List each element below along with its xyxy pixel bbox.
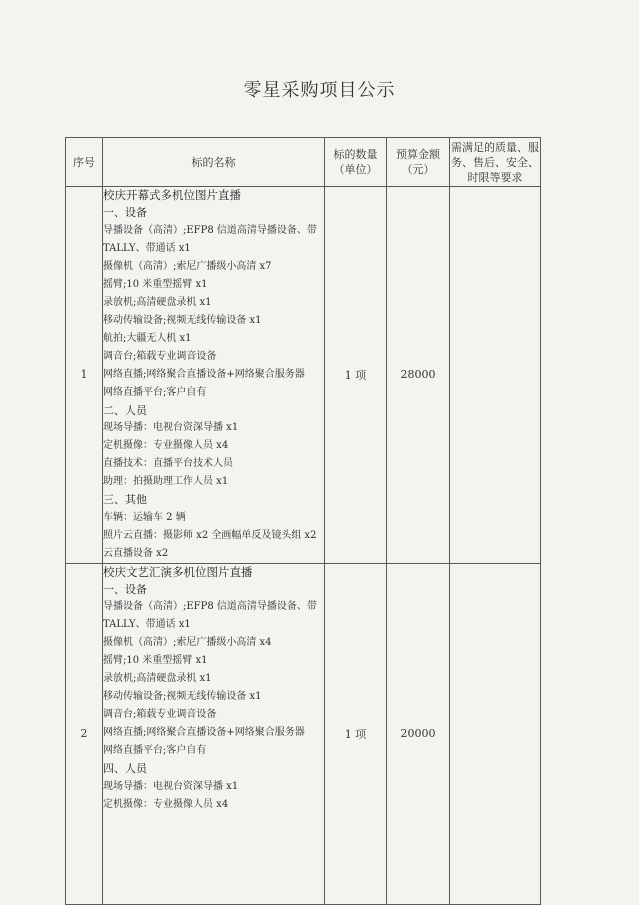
row-number: 1: [66, 187, 103, 564]
item-title: 校庆开幕式多机位图片直播: [103, 188, 241, 202]
spec-line: 照片云直播：摄影师 x2 全画幅单反及镜头组 x2 云直播设备 x2: [103, 529, 320, 559]
table-header-row: [66, 138, 541, 187]
spec-line: 移动传输设备;视频无线传输设备 x1: [103, 314, 262, 326]
header-name: 标的名称: [103, 138, 325, 187]
spec-line: 助理：拍摄助理工作人员 x1: [103, 476, 229, 487]
spec-line: 车辆：运输车 2 辆: [103, 511, 186, 523]
section-heading: 三、其他: [103, 493, 147, 506]
item-quantity: 1 项: [325, 187, 387, 564]
spec-line: 直播技术：直播平台技术人员: [103, 458, 233, 469]
page-title: 零星采购项目公示: [243, 80, 396, 101]
spec-line: 摇臂;10 米重型摇臂 x1: [103, 655, 208, 666]
spec-line: 摇臂;10 米重型摇臂 x1: [103, 278, 208, 290]
spec-line: 移动传输设备;视频无线传输设备 x1: [103, 691, 262, 702]
spec-line: 定机摄像：专业摄像人员 x4: [103, 440, 229, 451]
table-row: [66, 563, 541, 904]
spec-line: 现场导播：电视台资深导播 x1: [103, 422, 239, 433]
spec-line: 网络直播;网络聚合直播设备+网络聚合服务器: [103, 368, 305, 380]
spec-line: 录放机;高清硬盘录机 x1: [103, 673, 212, 684]
procurement-table: [65, 137, 541, 905]
item-description: [103, 187, 325, 564]
section-heading: 四、人员: [103, 762, 147, 775]
header-budget: 预算金额（元）: [387, 138, 450, 187]
spec-line: 调音台;箱载专业调音设备: [103, 709, 217, 720]
table-row: [66, 187, 541, 564]
item-requirements: [450, 563, 541, 904]
spec-line: 录放机;高清硬盘录机 x1: [103, 296, 212, 308]
spec-line: 网络直播平台;客户自有: [103, 386, 207, 398]
item-budget: 20000: [387, 563, 450, 904]
item-requirements: [450, 187, 541, 564]
spec-line: 网络直播平台;客户自有: [103, 745, 207, 756]
spec-line: 导播设备（高清）;EFP8 信道高清导播设备、带 TALLY、带通话 x1: [103, 601, 321, 630]
header-requirements: 需满足的质量、服务、售后、安全、时限等要求: [450, 138, 541, 187]
spec-line: 现场导播：电视台资深导播 x1: [103, 780, 239, 792]
item-quantity: 1 项: [325, 563, 387, 904]
section-heading: 一、设备: [103, 582, 147, 596]
section-heading: 一、设备: [103, 206, 147, 219]
spec-line: 航拍;大疆无人机 x1: [103, 332, 192, 344]
spec-line: 调音台;箱载专业调音设备: [103, 350, 217, 362]
spec-line: 网络直播;网络聚合直播设备+网络聚合服务器: [103, 727, 305, 738]
header-no: 序号: [66, 138, 103, 187]
item-budget: 28000: [387, 187, 450, 564]
spec-line: 摄像机（高清）;索尼广播级小高清 x7: [103, 260, 272, 272]
header-qty: 标的数量（单位）: [325, 138, 387, 187]
section-heading: 二、人员: [103, 403, 147, 417]
item-title: 校庆文艺汇演多机位图片直播: [103, 564, 253, 579]
spec-line: 定机摄像：专业摄像人员 x4: [103, 798, 229, 810]
spec-line: 摄像机（高清）;索尼广播级小高清 x4: [103, 637, 272, 648]
spec-line: 导播设备（高清）;EFP8 信道高清导播设备、带 TALLY、带通话 x1: [103, 224, 321, 254]
row-number: 2: [66, 563, 103, 904]
item-description: [103, 563, 325, 904]
